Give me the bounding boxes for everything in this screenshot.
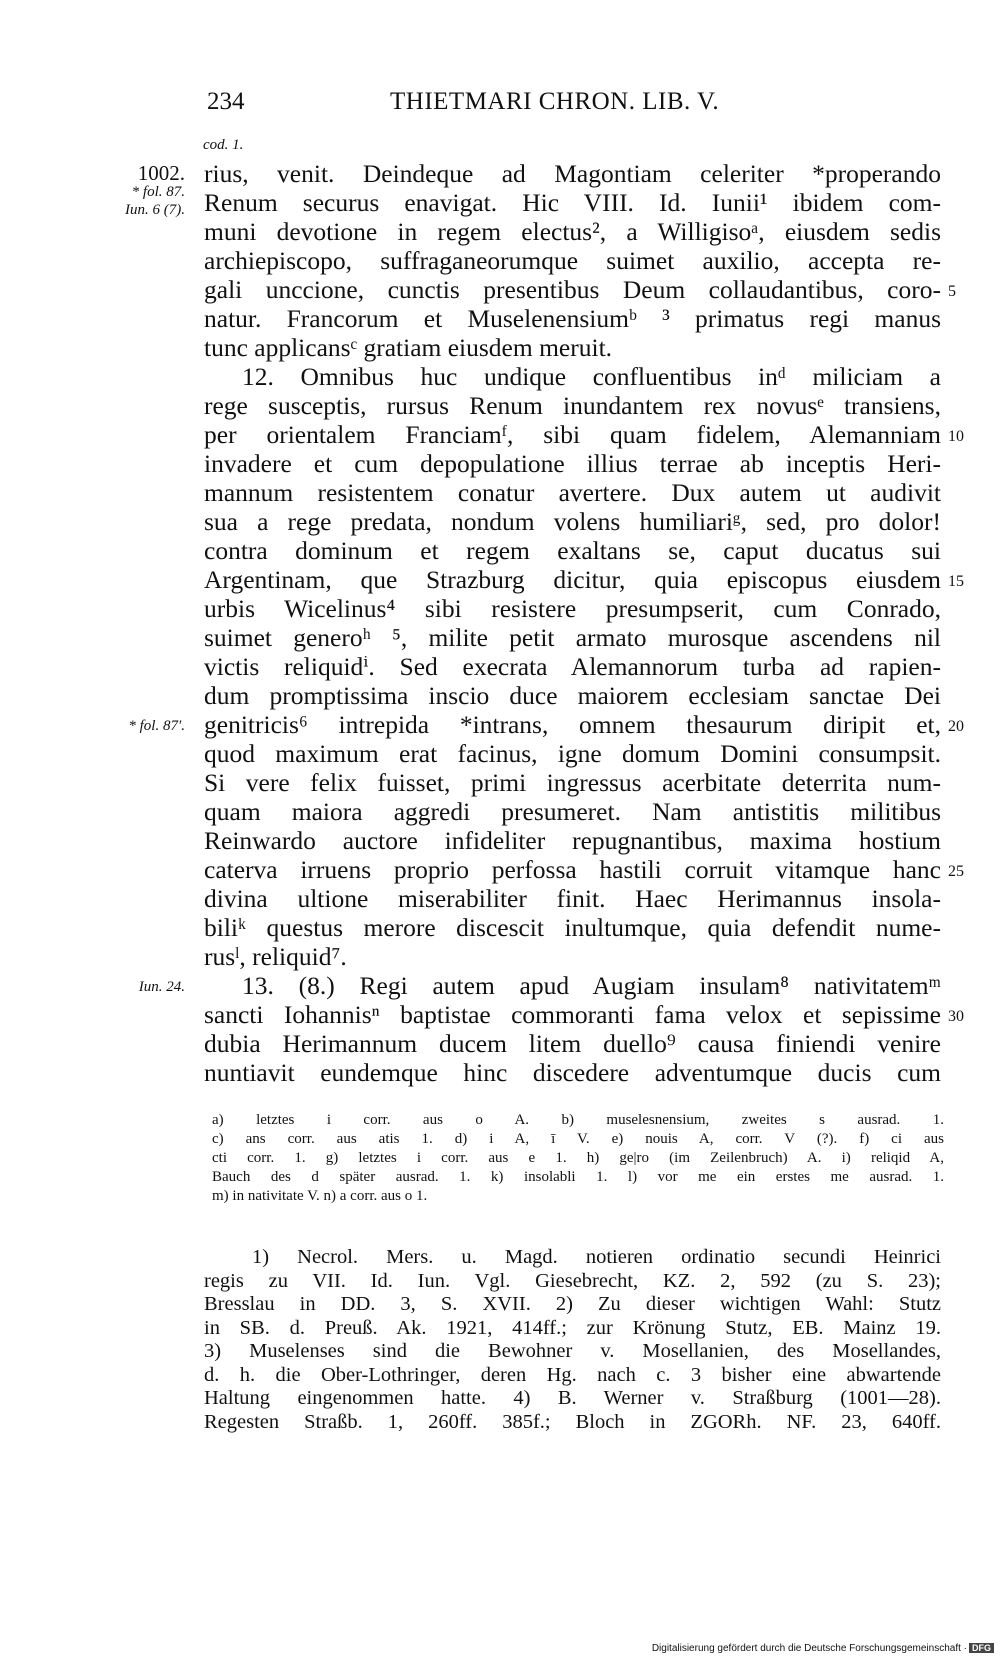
text-line: 12. Omnibus huc undique confluentibus inᵈ miliciam a	[242, 362, 941, 391]
page-number: 234	[207, 88, 245, 115]
text-line: Reinwardo auctore infideliter repugnantibus, maxima hostium	[204, 826, 941, 855]
digitization-credit	[652, 1643, 994, 1654]
text-line: muni devotione in regem electus², a Willigisoᵃ, eiusdem sedis	[204, 217, 941, 246]
text-line: gali unccione, cunctis presentibus Deum collaudantibus, coro-	[204, 275, 941, 304]
cod-note: cod. 1.	[203, 137, 244, 153]
apparatus-line: cti corr. 1. g) letztes i corr. aus e 1. h) ge|ro (im Zeilenbruch) A. i) reliqid A,	[212, 1150, 944, 1166]
dfg-logo: DFG	[969, 1643, 994, 1653]
footnote-line: Bresslau in DD. 3, S. XVII. 2) Zu dieser wichtigen Wahl: Stutz	[204, 1293, 941, 1315]
apparatus-line: Bauch des d später ausrad. 1. k) insolabli 1. l) vor me ein erstes me ausrad. 1.	[212, 1169, 944, 1185]
text-line: nuntiavit eundemque hinc discedere adventumque ducis cum	[204, 1058, 941, 1087]
text-line: natur. Francorum et Muselenensiumᵇ ³ primatus regi manus	[204, 304, 941, 333]
text-line: sancti Iohannisⁿ baptistae commoranti fama velox et sepissime	[204, 1000, 941, 1029]
credit-text: Digitalisierung gefördert durch die Deutsche Forschungsgemeinschaft ·	[651, 1643, 967, 1654]
line-number: 5	[948, 283, 956, 300]
line-number: 30	[948, 1008, 964, 1025]
margin-note: Iun. 6 (7).	[125, 201, 185, 218]
text-line: sua a rege predata, nondum volens humiliariᵍ, sed, pro dolor!	[204, 507, 941, 536]
apparatus-line: c) ans corr. aus atis 1. d) i A, ī V. e) nouis A, corr. V (?). f) ci aus	[212, 1131, 944, 1147]
margin-note: Iun. 24.	[138, 979, 185, 995]
text-line: mannum resistentem conatur avertere. Dux autem ut audivit	[204, 478, 941, 507]
text-line: Renum securus enavigat. Hic VIII. Id. Iunii¹ ibidem com-	[204, 188, 941, 217]
text-line: Si vere felix fuisset, primi ingressus acerbitate deterrita num-	[204, 768, 941, 797]
text-line: rege susceptis, rursus Renum inundantem rex novusᵉ transiens,	[204, 391, 941, 420]
apparatus-line: a) letztes i corr. aus o A. b) muselesnensium, zweites s ausrad. 1.	[212, 1112, 944, 1128]
text-line: invadere et cum depopulatione illius terrae ab inceptis Heri-	[204, 449, 941, 478]
text-line: dubia Herimannum ducem litem duello⁹ causa finiendi venire	[204, 1029, 941, 1058]
footnote-line: Regesten Straßb. 1, 260ff. 385f.; Bloch in ZGORh. NF. 23, 640ff.	[204, 1410, 941, 1433]
text-line: biliᵏ questus merore discescit inultumque, quia defendit nume-	[204, 913, 941, 942]
margin-note: 1002.	[137, 161, 185, 185]
text-line: rius, venit. Deindeque ad Magontiam celeriter *properando	[204, 159, 941, 188]
text-line: tunc applicansᶜ gratiam eiusdem meruit.	[204, 333, 613, 362]
text-line: rusˡ, reliquid⁷.	[204, 942, 347, 971]
text-line: divina ultione miserabiliter finit. Haec Herimannus insola-	[204, 884, 941, 913]
line-number: 10	[948, 428, 964, 445]
footnote-line: d. h. die Ober-Lothringer, deren Hg. nach c. 3 bisher eine abwartende	[204, 1363, 941, 1386]
text-line: suimet generoʰ ⁵, milite petit armato murosque ascendens nil	[204, 623, 941, 652]
running-title: THIETMARI CHRON. LIB. V.	[390, 88, 720, 115]
text-line: quam maiora aggredi presumeret. Nam antistitis militibus	[204, 797, 941, 826]
margin-note: * fol. 87′.	[128, 718, 185, 734]
footnote-line: in SB. d. Preuß. Ak. 1921, 414ff.; zur Krönung Stutz, EB. Mainz 19.	[204, 1316, 941, 1339]
text-line: per orientalem Franciamᶠ, sibi quam fidelem, Alemanniam	[204, 420, 941, 449]
text-line: 13. (8.) Regi autem apud Augiam insulam⁸ nativitatemᵐ	[242, 971, 941, 1000]
footnote-line: regis zu VII. Id. Iun. Vgl. Giesebrecht, KZ. 2, 592 (zu S. 23);	[204, 1269, 941, 1292]
footnote-line: 3) Muselenses sind die Bewohner v. Mosellanien, des Mosellandes,	[204, 1340, 941, 1362]
line-number: 25	[948, 863, 964, 880]
footnote-line: 1) Necrol. Mers. u. Magd. notieren ordinatio secundi Heinrici	[252, 1246, 941, 1268]
text-line: archiepiscopo, suffraganeorumque suimet auxilio, accepta re-	[204, 246, 941, 275]
text-line: caterva irruens proprio perfossa hastili corruit vitamque hanc	[204, 855, 941, 884]
footnote-line: Haltung eingenommen hatte. 4) B. Werner v. Straßburg (1001—28).	[204, 1387, 941, 1409]
text-line: victis reliquidⁱ. Sed execrata Alemannorum turba ad rapien-	[204, 652, 941, 681]
apparatus-line: m) in nativitate V. n) a corr. aus o 1.	[212, 1188, 428, 1204]
text-line: quod maximum erat facinus, igne domum Domini consumpsit.	[204, 739, 941, 768]
margin-note: * fol. 87.	[131, 184, 185, 201]
text-line: contra dominum et regem exaltans se, caput ducatus sui	[204, 536, 941, 565]
text-line: genitricis⁶ intrepida *intrans, omnem thesaurum diripit et,	[204, 710, 941, 739]
line-number: 15	[948, 573, 964, 590]
text-line: urbis Wicelinus⁴ sibi resistere presumpserit, cum Conrado,	[204, 594, 941, 623]
text-line: Argentinam, que Strazburg dicitur, quia episcopus eiusdem	[204, 565, 941, 594]
line-number: 20	[948, 718, 964, 735]
text-line: dum promptissima inscio duce maiorem ecclesiam sanctae Dei	[204, 681, 941, 710]
